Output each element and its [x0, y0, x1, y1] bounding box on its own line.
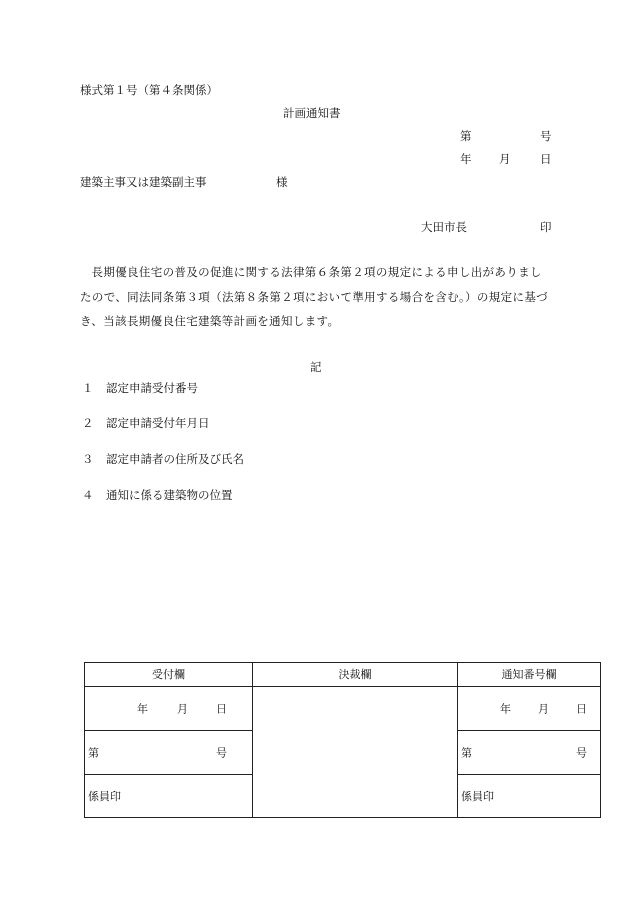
notice-number-column-header: 通知番号欄	[458, 663, 601, 687]
issuer: 大田市長	[421, 220, 467, 234]
notice-day-label: 日	[576, 702, 587, 715]
reception-year-label: 年	[137, 702, 148, 715]
date-month-label: 月	[499, 152, 511, 166]
reception-month-label: 月	[177, 702, 188, 715]
doc-no-prefix: 第	[460, 129, 472, 143]
form-number: 様式第１号（第４条関係）	[80, 83, 218, 97]
doc-no-suffix: 号	[540, 129, 552, 143]
reception-number-cell	[85, 731, 253, 775]
notice-no-suffix: 号	[576, 746, 587, 759]
item-number: ２	[82, 416, 94, 430]
item-label: 認定申請者の住所及び氏名	[106, 452, 244, 466]
list-item	[82, 383, 198, 395]
reception-staff-seal: 係員印	[85, 775, 253, 818]
reception-day-label: 日	[216, 702, 227, 715]
decision-column-header: 決裁欄	[253, 663, 458, 687]
notice-year-label: 年	[500, 702, 511, 715]
notice-number-cell	[458, 731, 601, 775]
date-day-label: 日	[540, 152, 552, 166]
notice-month-label: 月	[538, 702, 549, 715]
body-paragraph: 長期優良住宅の普及の促進に関する法律第６条第２項の規定による申し出がありましたので、同法同条第３項（法第８条第２項において準用する場合を含む。）の規定に基づき、当該長期優良住宅建築等計画を通知します。	[80, 265, 549, 328]
decision-stamp-area	[253, 687, 458, 818]
notice-staff-seal: 係員印	[458, 775, 601, 818]
date-year-label: 年	[460, 152, 472, 166]
seal-mark: 印	[540, 220, 552, 234]
item-label: 認定申請受付番号	[106, 381, 198, 395]
list-item	[82, 418, 210, 430]
addressee: 建築主事又は建築副主事	[80, 175, 207, 189]
item-number: ３	[82, 452, 94, 466]
item-number: １	[82, 381, 94, 395]
list-item	[82, 490, 233, 502]
item-number: ４	[82, 488, 94, 502]
reception-date-cell	[85, 687, 253, 731]
list-item	[82, 454, 244, 466]
item-label: 認定申請受付年月日	[106, 416, 210, 430]
ki-heading: 記	[310, 360, 322, 374]
reception-table	[84, 662, 601, 818]
honorific: 様	[276, 175, 288, 189]
reception-column-header: 受付欄	[85, 663, 253, 687]
reception-no-suffix: 号	[216, 746, 227, 759]
notice-date-cell	[458, 687, 601, 731]
document-title: 計画通知書	[283, 106, 341, 120]
item-label: 通知に係る建築物の位置	[106, 488, 233, 502]
reception-no-prefix: 第	[88, 746, 99, 759]
notice-no-prefix: 第	[461, 746, 472, 759]
